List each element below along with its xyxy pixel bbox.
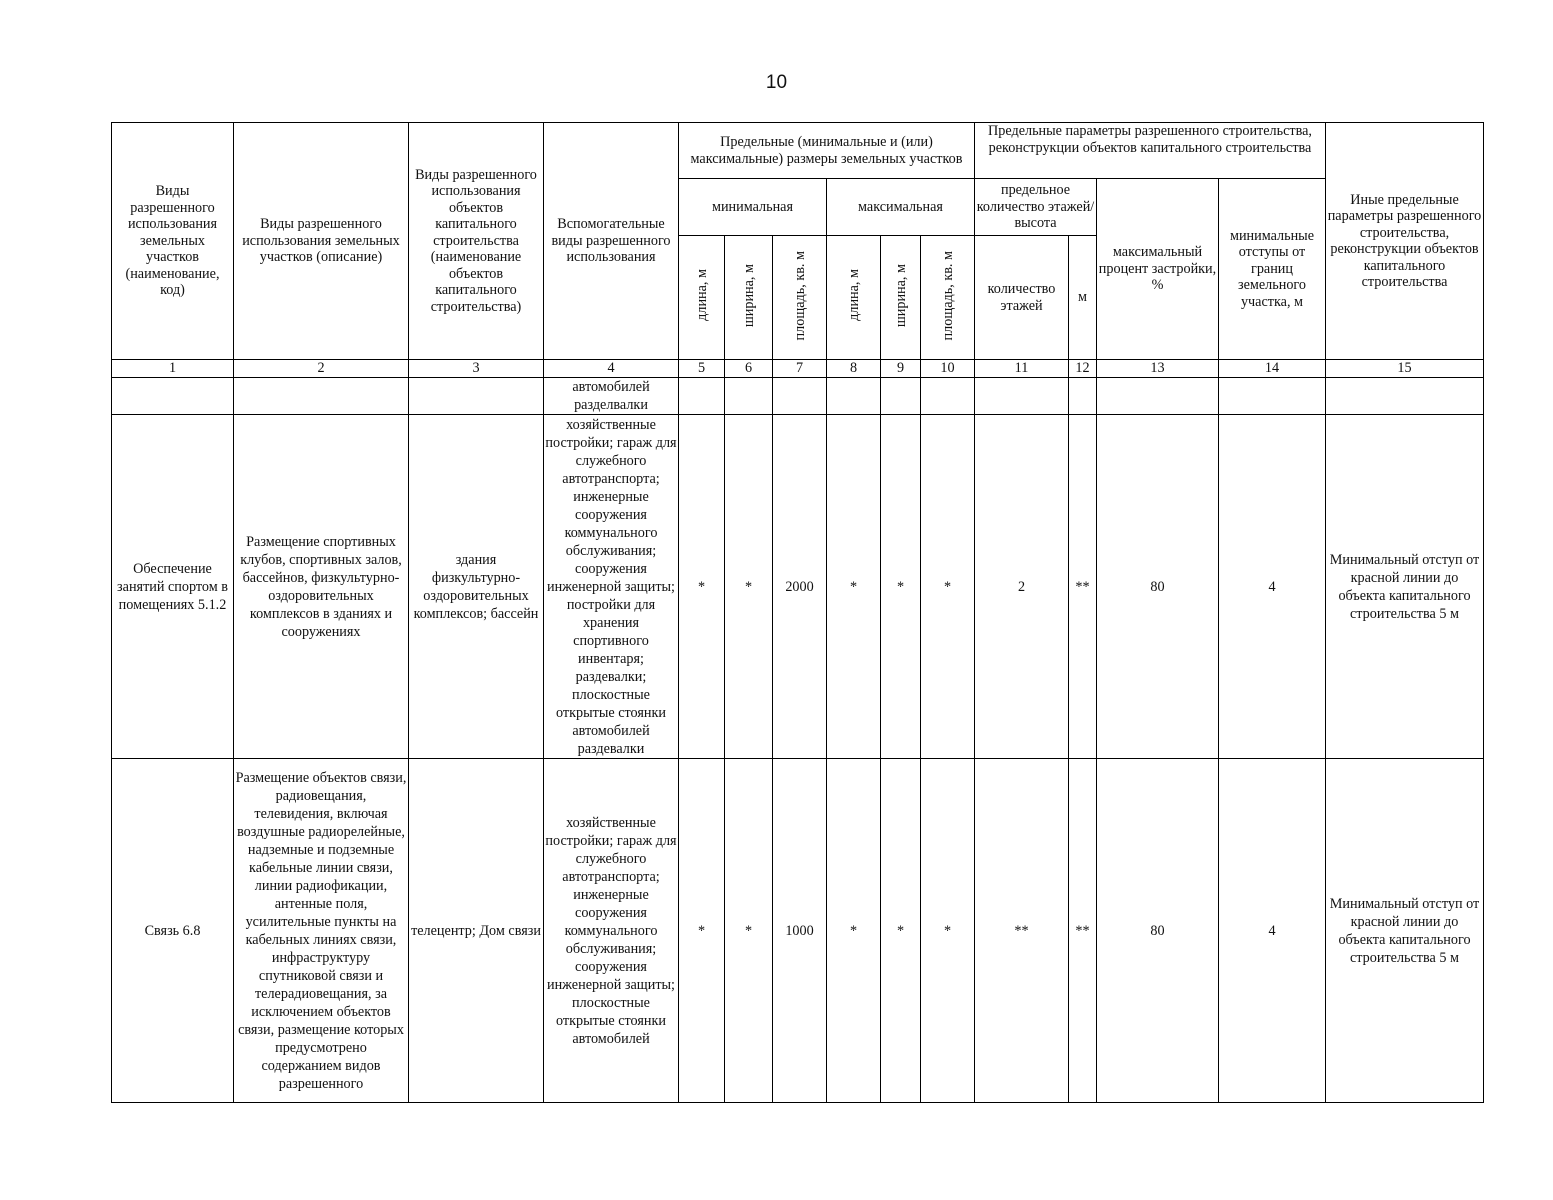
header-min-width: ширина, м (725, 236, 773, 360)
header-auxiliary-use: Вспомогательные виды разрешенного использования (544, 123, 679, 360)
land-use-type-cell: Обеспечение занятий спортом в помещениях 5.1.2 (112, 415, 234, 759)
auxiliary-use-cell: хозяйственные постройки; гараж для служебного автотранспорта; инженерные сооружения коммунального обслуживания; сооружения инженерной защиты; постройки для хранения спортивного инвентаря; раздевалки; плоскостные открытые стоянки автомобилей раздевалки (545, 416, 677, 757)
max-width-cell: * (881, 759, 921, 1103)
header-floors-height: предельное количество этажей/высота (975, 179, 1097, 236)
min-length-cell: * (679, 415, 725, 759)
max-area-cell: * (921, 759, 975, 1103)
column-numbers-row (112, 360, 1484, 378)
max-area-cell: * (921, 415, 975, 759)
max-length-cell: * (827, 415, 881, 759)
max-percent-cell: 80 (1097, 759, 1219, 1103)
min-setback-cell: 4 (1219, 415, 1326, 759)
header-min-length: длина, м (679, 236, 725, 360)
column-number: 4 (544, 360, 679, 378)
header-other-parameters: Иные предельные параметры разрешенного строительства, реконструкции объектов капитального строительства (1326, 123, 1484, 360)
min-width-cell: * (725, 415, 773, 759)
land-use-type-cell: Связь 6.8 (112, 759, 234, 1103)
table-row (112, 759, 1484, 1103)
floors-cell: 2 (975, 415, 1069, 759)
height-cell: ** (1069, 415, 1097, 759)
capital-construction-cell: телецентр; Дом связи (409, 759, 544, 1103)
column-number: 13 (1097, 360, 1219, 378)
header-meters: м (1069, 236, 1097, 360)
header-maximum: максимальная (827, 179, 975, 236)
header-max-area: площадь, кв. м (921, 236, 975, 360)
column-number: 8 (827, 360, 881, 378)
column-number: 3 (409, 360, 544, 378)
min-length-cell: * (679, 759, 725, 1103)
height-cell: ** (1069, 759, 1097, 1103)
page-number: 10 (765, 72, 788, 93)
column-number: 1 (112, 360, 234, 378)
header-max-width: ширина, м (881, 236, 921, 360)
max-width-cell: * (881, 415, 921, 759)
column-number: 15 (1326, 360, 1484, 378)
header-minimum: минимальная (679, 179, 827, 236)
column-number: 6 (725, 360, 773, 378)
header-min-area: площадь, кв. м (773, 236, 827, 360)
land-use-description-cell: Размещение спортивных клубов, спортивных залов, бассейнов, физкультурно-оздоровительных комплексов в зданиях и сооружениях (234, 415, 409, 759)
column-number: 10 (921, 360, 975, 378)
column-number: 5 (679, 360, 725, 378)
other-parameters-cell: Минимальный отступ от красной линии до объекта капитального строительства 5 м (1326, 759, 1484, 1103)
capital-construction-cell: здания физкультурно-оздоровительных комплексов; бассейн (409, 415, 544, 759)
column-number: 11 (975, 360, 1069, 378)
auxiliary-use-cell: автомобилей разделвалки (544, 378, 679, 415)
other-parameters-cell: Минимальный отступ от красной линии до объекта капитального строительства 5 м (1326, 415, 1484, 759)
table-row-continuation (112, 378, 1484, 415)
max-length-cell: * (827, 759, 881, 1103)
header-plot-size-limits: Предельные (минимальные и (или) максимальные) размеры земельных участков (679, 123, 975, 179)
header-floors: количество этажей (975, 236, 1069, 360)
table-row (112, 415, 1484, 759)
column-number: 12 (1069, 360, 1097, 378)
header-capital-construction-type: Виды разрешенного использования объектов капитального строительства (наименование объектов капитального строительства) (409, 123, 544, 360)
auxiliary-use-cell: хозяйственные постройки; гараж для служебного автотранспорта; инженерные сооружения коммунального обслуживания; сооружения инженерной защиты; плоскостные открытые стоянки автомобилей (544, 759, 679, 1103)
header-max-percent: максимальный процент застройки, % (1097, 179, 1219, 360)
header-land-use-description: Виды разрешенного использования земельных участков (описание) (234, 123, 409, 360)
column-number: 14 (1219, 360, 1326, 378)
floors-cell: ** (975, 759, 1069, 1103)
min-area-cell: 1000 (773, 759, 827, 1103)
column-number: 9 (881, 360, 921, 378)
min-width-cell: * (725, 759, 773, 1103)
header-construction-limits: Предельные параметры разрешенного строительства, реконструкции объектов капитального строительства (975, 123, 1326, 179)
header-land-use-type: Виды разрешенного использования земельных участков (наименование, код) (112, 123, 234, 360)
header-max-length: длина, м (827, 236, 881, 360)
land-use-description-cell: Размещение объектов связи, радиовещания, телевидения, включая воздушные радиорелейные, надземные и подземные кабельные линии связи, линии радиофикации, антенные поля, усилительные пункты на кабельных линиях связи, инфраструктуру спутниковой связи и телерадиовещания, за исключением объектов связи, размещение которых предусмотрено содержанием видов разрешенного (234, 759, 409, 1103)
zoning-table (111, 122, 1484, 1103)
column-number: 2 (234, 360, 409, 378)
header-min-setback: минимальные отступы от границ земельного участка, м (1219, 179, 1326, 360)
column-number: 7 (773, 360, 827, 378)
min-setback-cell: 4 (1219, 759, 1326, 1103)
min-area-cell: 2000 (773, 415, 827, 759)
max-percent-cell: 80 (1097, 415, 1219, 759)
